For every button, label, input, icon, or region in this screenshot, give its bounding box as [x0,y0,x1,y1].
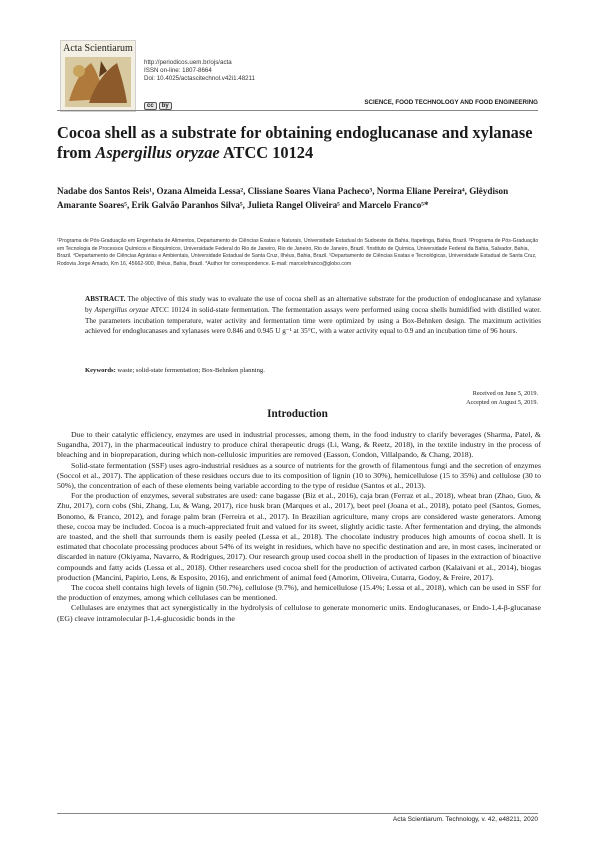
abstract-text-a: The objective of this study was to evaluate the use of cocoa shell as an alternative substrate for the production of endoglucanase and xylanase by [85,295,541,314]
accepted-date: Accepted on August 5, 2019. [466,398,538,406]
paragraph: Cellulases are enzymes that act synergistically in the hydrolysis of cellulose to generate monomeric units. Endoglucanases, or Endo-1,4-β-glucanase (EG) cleave intramolecular β-1,4-glucosidic bonds in the [57,603,541,623]
title-part2: ATCC 10124 [219,143,314,162]
affiliations: ¹Programa de Pós-Graduação em Engenharia de Alimentos, Departamento de Ciências Exatas e Naturais, Universidade Estadual do Sudoeste da Bahia, Itapetinga, Bahia, Brazil. ²Programa de Pós-Graduação em Tecnologia de Processos Químicos e Bioquímicos, Universidade Federal do Rio de Janeiro, Rio de Janeiro, Rio de Janeiro, Brazil. ³Instituto de Química, Universidade Federal da Bahia, Salvador, Bahia, Brazil. ⁴Departamento de Ciências Agrárias e Ambientais, Universidade Estadual de Santa Cruz, Ilhéus, Bahia, Brazil. ⁵Departamento de Ciências Exatas e Tecnológicas, Universidade Estadual de Santa Cruz, Rodovia Jorge Amado, Km 16, 45662-900, Ilhéus, Bahia, Brazil. *Author for correspondence. E-mail: marcelofranco@globo.com [57,238,539,267]
dates [466,390,538,407]
keywords [85,367,265,374]
article-doi[interactable]: Doi: 10.4025/actascitechnol.v42i1.48211 [144,75,255,83]
received-date: Received on June 5, 2019. [472,390,538,397]
logo-artwork [61,41,135,111]
keywords-label: Keywords: [85,367,116,374]
title-italic: Aspergillus oryzae [95,143,220,162]
title-part1: Cocoa shell as a substrate for obtaining endoglucanase and xylanase from [57,123,533,162]
cc-icon: cc [144,102,157,110]
by-icon: by [159,102,172,110]
abstract-label: ABSTRACT. [85,295,126,303]
journal-meta [144,59,255,84]
article-title [57,123,537,163]
author-list: Nadabe dos Santos Reis¹, Ozana Almeida Lessa², Clissiane Soares Viana Pacheco³, Norma Eliane Pereira⁴, Glêydison Amarante Soares⁵, Erik Galvão Paranhos Silva⁵, Julieta Rangel Oliveira⁵ and Marcelo Franco⁵* [57,186,509,210]
page-footer: Acta Scientiarum. Technology, v. 42, e48211, 2020 [392,816,538,823]
paragraph: The cocoa shell contains high levels of lignin (50.7%), cellulose (9.7%), and hemicellulose (15.4%; Lessa et al., 2018), which can be used in SSF for the production of enzymes, among which cellulases can be mentioned. [57,583,541,603]
paragraph: Solid-state fermentation (SSF) uses agro-industrial residues as a source of nutrients for the growth of filamentous fungi and the secretion of enzymes (Soccol et al., 2017). The application of these residues occurs due to its composition of lignin (10 to 30%), hemicellulose (15 to 35%) and cellulose (30 to 50%), the concentration of each of these elements being variable according to the type of residue (Santos et al., 2013). [57,460,541,491]
section-label: SCIENCE, FOOD TECHNOLOGY AND FOOD ENGINEERING [364,99,538,106]
footer-divider [57,813,538,814]
abstract-species: Aspergillus oryzae [94,305,149,314]
keywords-text: waste; solid-state fermentation; Box-Behnken planning. [115,367,265,374]
paragraph: For the production of enzymes, several substrates are used: cane bagasse (Biz et al., 2016), caja bran (Ferraz et al., 2018), wheat bran (Zhao, Guo, & Zhu, 2017), corn cobs (Shi, Zhang, Lu, & Wang, 2017), rice husk bran (Marques et al., 2017), beet peel (Joana et al., 2018), potato peel (Santos, Gomes, Bonomo, & Franco, 2012), and forage palm bran (Ferreira et al., 2017). In Brazilian agriculture, many crops are considered waste generators. Among these, cocoa may be included. Cocoa is a much-appreciated fruit and valued for its sweet, slightly acidic taste. After fermentation and drying, the almonds are toasted, and the shell that surrounds them is easily peeled (Lessa et al., 2018). The chocolate industry produces high amounts of cocoa shell. It is estimated that chocolate processing produces about 54% of its weight in residues, which have no specific destination and are, in most cases, incinerated or discarded in nature (Okiyama, Navarro, & Rodrigues, 2017). Our research group used cocoa shell in the production of lipases in the extraction of bioactive compounds and fatty acids (Lessa et al., 2018). Other researchers used cocoa shell for the production of activated carbon (Kalaivani et al., 2014), biogas production (Mancini, Papirio, Lens, & Esposito, 2016), and enrichment of animal feed (Amorim, Oliveira, Cutarra, Godoy, & Freire, 2017). [57,491,541,582]
section-heading-introduction: Introduction [267,408,328,420]
logo-text: Acta Scientiarum [63,43,133,54]
journal-url[interactable]: http://periodicos.uem.br/ojs/acta [144,59,232,66]
body-text [57,430,541,624]
header-divider [57,110,538,111]
abstract [85,294,541,337]
abstract-text-b: ATCC 10124 in solid-state fermentation. The fermentation assays were performed using cocoa shells humidified with distilled water. The parameters incubation temperature, water activity and fermentation time were optimized by using a Box-Behnken design. The maximum activities achieved for endoglucanases and xylanases were 0.846 and 0.945 U g⁻¹ at 35°C, with a water activity equal to 0.9 and an incubation time of 96 hours. [85,305,542,336]
paragraph: Due to their catalytic efficiency, enzymes are used in industrial processes, among them, in the food industry to clarify beverages (Sharma, Patel, & Sugandha, 2017), in the pharmaceutical industry to produce chiral therapeutic drugs (Li, Wang, & Reetz, 2018), in the textile industry in the process of bleaching and in biopreparation, during which non-cellulosic impurities are removed (Easson, Condon, Villalpando, & Chang, 2018). [57,430,541,460]
journal-logo [60,40,136,112]
journal-issn: ISSN on-line: 1807-8664 [144,67,212,75]
